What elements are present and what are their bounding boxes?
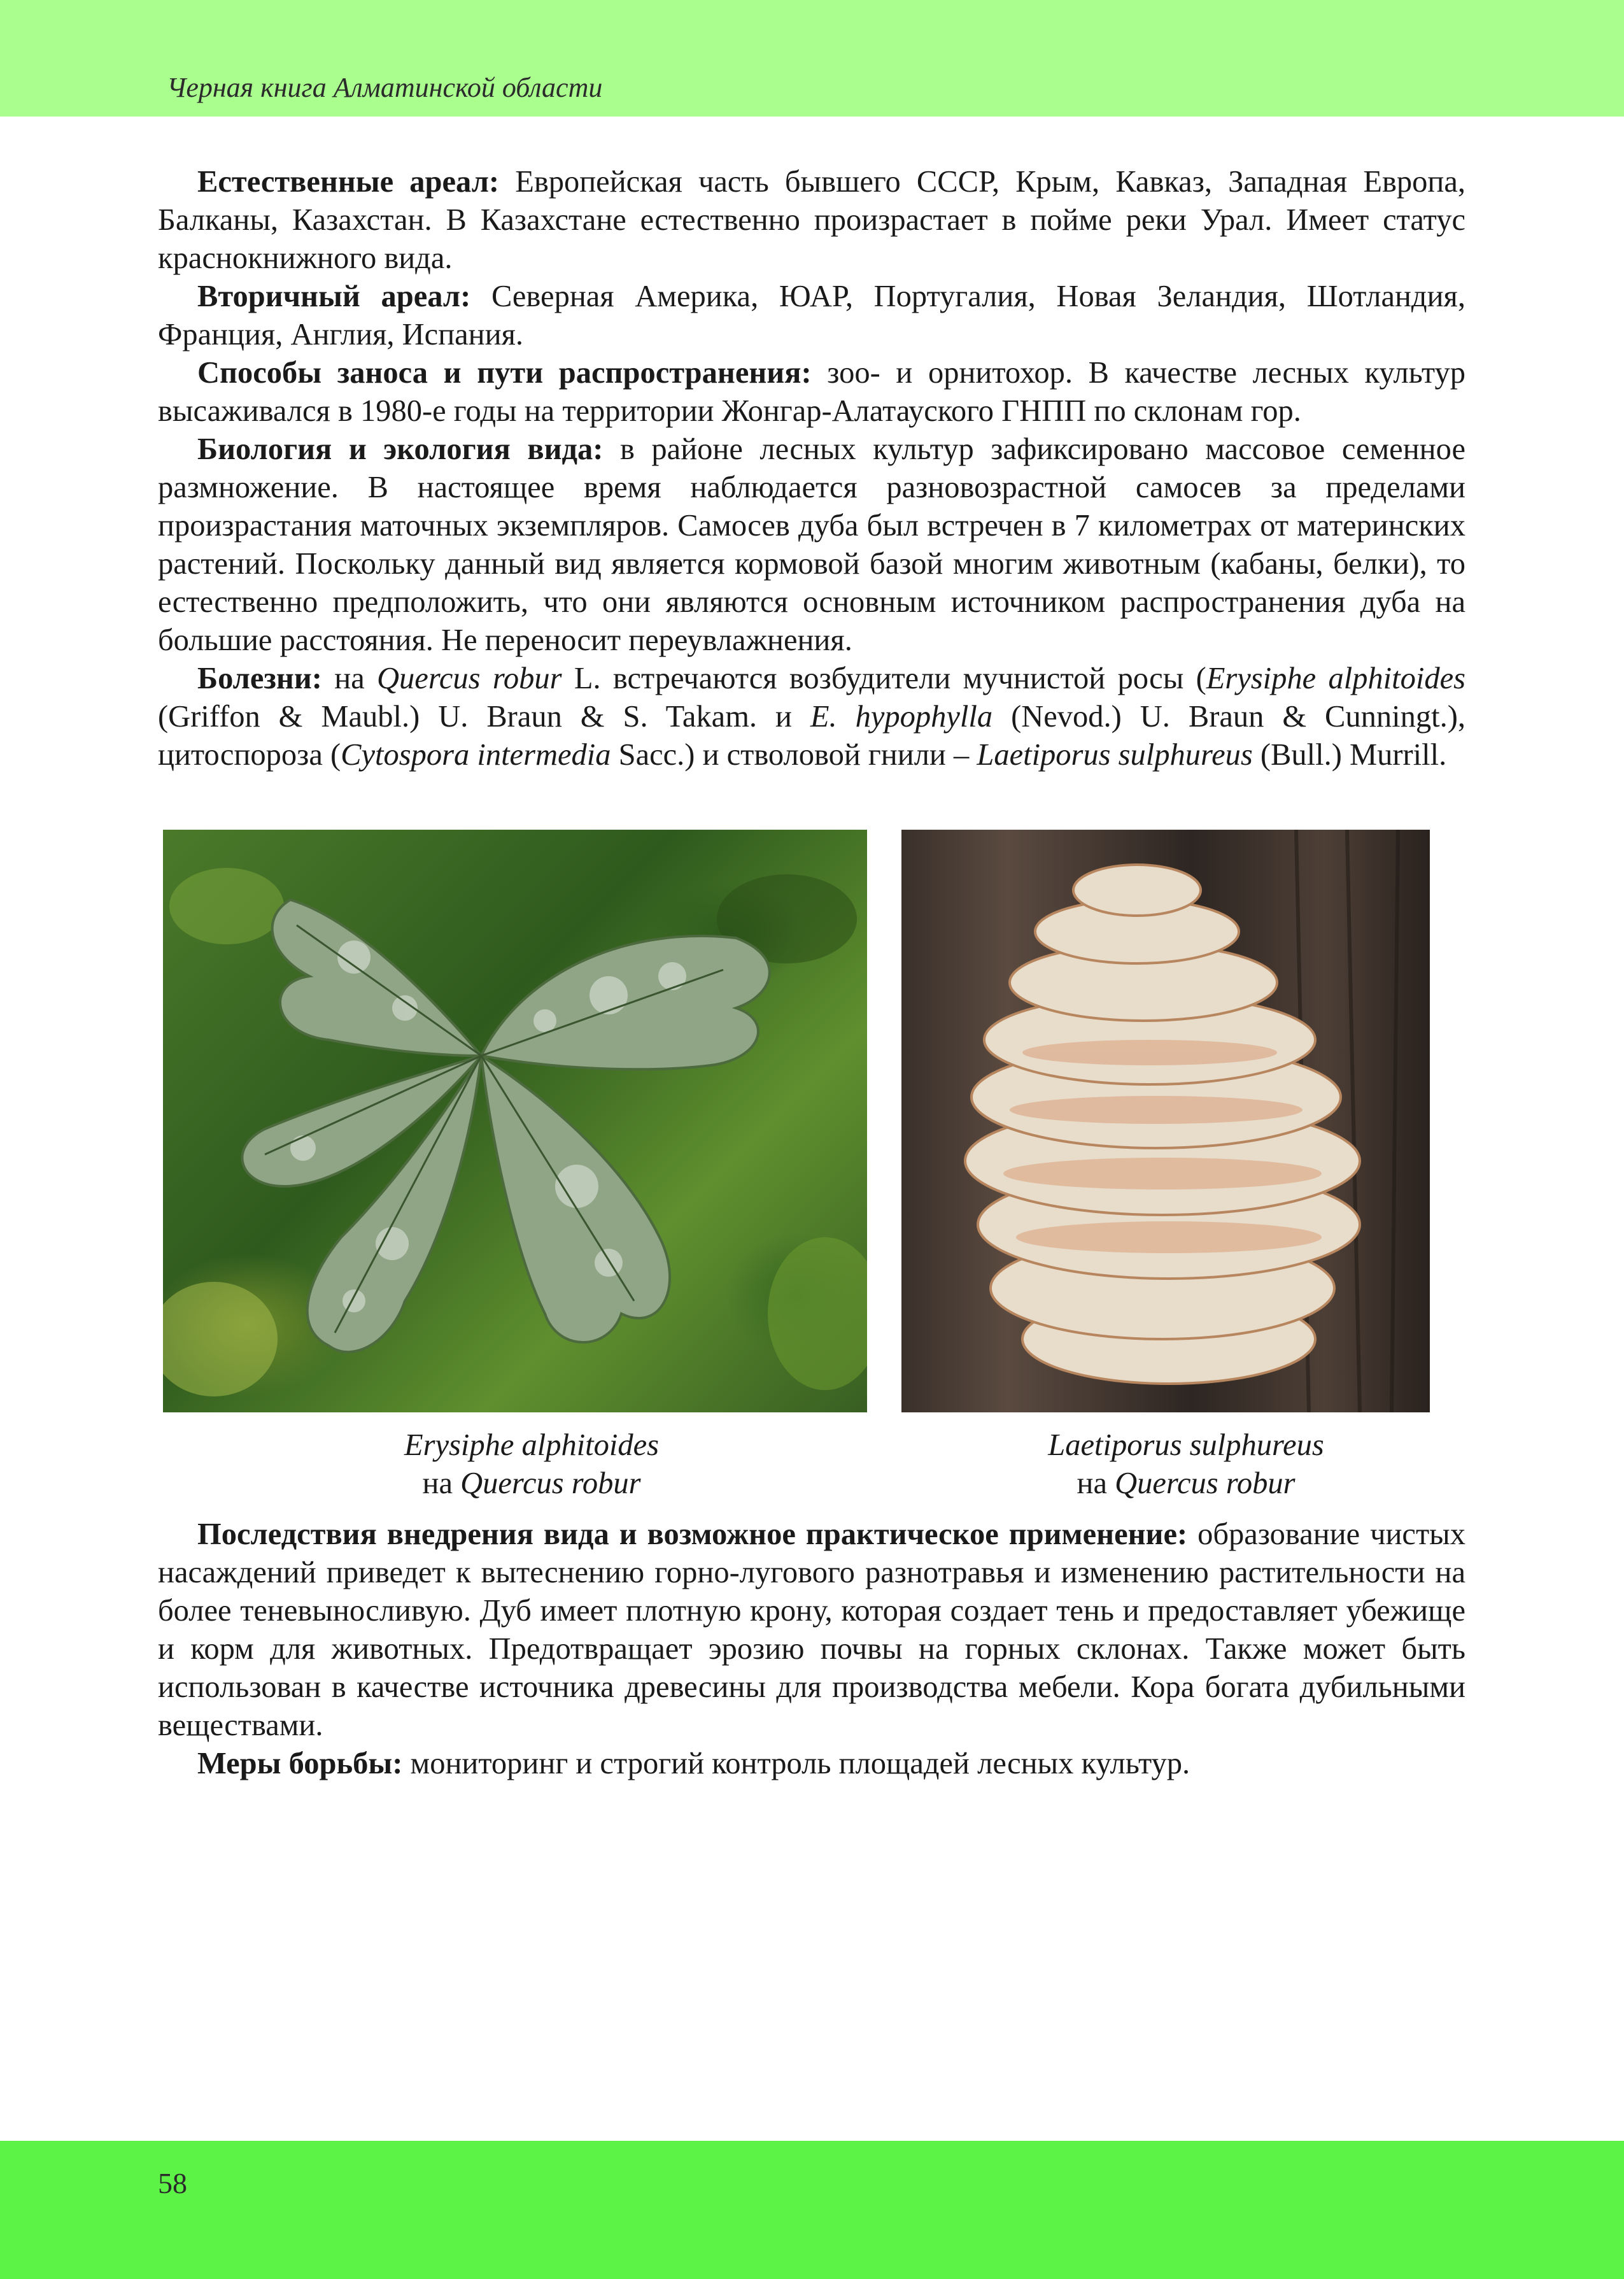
caption-line-species	[382, 1426, 681, 1465]
caption-species: Laetiporus sulphureus	[1048, 1428, 1324, 1462]
paragraph-control-measures	[158, 1745, 1465, 1783]
paragraph-label: Меры борьбы:	[197, 1747, 403, 1780]
page-number: 58	[158, 2167, 187, 2199]
caption-host: Quercus robur	[1115, 1466, 1296, 1500]
caption-preposition: на	[1077, 1466, 1115, 1500]
species-name: Quercus robur	[377, 662, 562, 695]
paragraph-label: Последствия внедрения вида и возможное практическое применение:	[197, 1517, 1188, 1551]
species-name: Laetiporus sulphureus	[977, 738, 1253, 772]
footer-band	[0, 2141, 1624, 2279]
figure-caption-left	[382, 1426, 681, 1503]
paragraph-label: Естественные ареал:	[197, 165, 500, 199]
paragraph-consequences	[158, 1516, 1465, 1745]
paragraph-label: Биология и экология вида:	[197, 432, 604, 466]
top-text-block	[158, 163, 1465, 774]
running-header: Черная книга Алматинской области	[167, 72, 603, 103]
species-name: Erysiphe alphitoides	[1206, 662, 1465, 695]
text-run: (Griffon & Maubl.) U. Braun & S. Takam. и	[158, 700, 810, 734]
text-run: на	[321, 662, 378, 695]
species-name: Cytospora intermedia	[341, 738, 611, 772]
paragraph-label: Вторичный ареал:	[197, 280, 471, 313]
text-run: (Bull.) Murrill.	[1252, 738, 1447, 772]
paragraph-introduction-pathways	[158, 354, 1465, 430]
paragraph-diseases	[158, 660, 1465, 774]
caption-line-species	[1030, 1426, 1342, 1465]
caption-host: Quercus robur	[460, 1466, 641, 1500]
paragraph-body: зоо- и орнитохор. В качестве лесных культур высаживался в 1980-е годы на территории Жонгар-Алатауского ГНПП по склонам гор.	[158, 356, 1465, 428]
text-run: L. встречаются возбудители мучнистой росы (	[561, 662, 1206, 695]
paragraph-label: Способы заноса и пути распространения:	[197, 356, 812, 390]
paragraph-native-range	[158, 163, 1465, 278]
photo-oak-leaf-powdery-mildew	[163, 830, 867, 1412]
text-run: Sacc.) и стволовой гнили –	[611, 738, 977, 772]
caption-species: Erysiphe alphitoides	[404, 1428, 660, 1462]
paragraph-body: образование чистых насаждений приведет к вытеснению горно-лугового разнотравья и изменению растительности на более теневыносливую. Дуб имеет плотную крону, которая создает тень и предоставляет убежище и корм для животных. Предотвращает эрозию почвы на горных склонах. Также может быть использован в качестве источника древесины для производства мебели. Кора богата дубильными веществами.	[158, 1517, 1465, 1742]
bottom-text-block	[158, 1516, 1465, 1783]
paragraph-biology-ecology	[158, 430, 1465, 660]
paragraph-label: Болезни:	[197, 662, 322, 695]
paragraph-secondary-range	[158, 278, 1465, 354]
paragraph-body: Северная Америка, ЮАР, Португалия, Новая Зеландия, Шотландия, Франция, Англия, Испания.	[158, 280, 1465, 351]
caption-line-host	[1030, 1465, 1342, 1503]
caption-line-host	[382, 1465, 681, 1503]
paragraph-body: мониторинг и строгий контроль площадей лесных культур.	[402, 1747, 1190, 1780]
photo-laetiporus-sulphureus	[901, 830, 1430, 1412]
caption-preposition: на	[422, 1466, 461, 1500]
paragraph-body: в районе лесных культур зафиксировано массовое семенное размножение. В настоящее время наблюдается разновозрастной самосев за пределами произрастания маточных экземпляров. Самосев дуба был встречен в 7 километрах от материнских растений. Поскольку данный вид является кормовой базой многим животным (кабаны, белки), то естественно предположить, что они являются основным источником распространения дуба на большие расстояния. Не переносит переувлажнения.	[158, 432, 1465, 657]
paragraph-body: Европейская часть бывшего СССР, Крым, Кавказ, Западная Европа, Балканы, Казахстан. В Казахстане естественно произрастает в пойме реки Урал. Имеет статус краснокнижного вида.	[158, 165, 1465, 275]
species-name: E. hypophylla	[810, 700, 993, 734]
figure-caption-right	[1030, 1426, 1342, 1503]
text-run: (Nevod.) U. Braun & Cunningt.), цитоспороза (	[158, 700, 1465, 772]
